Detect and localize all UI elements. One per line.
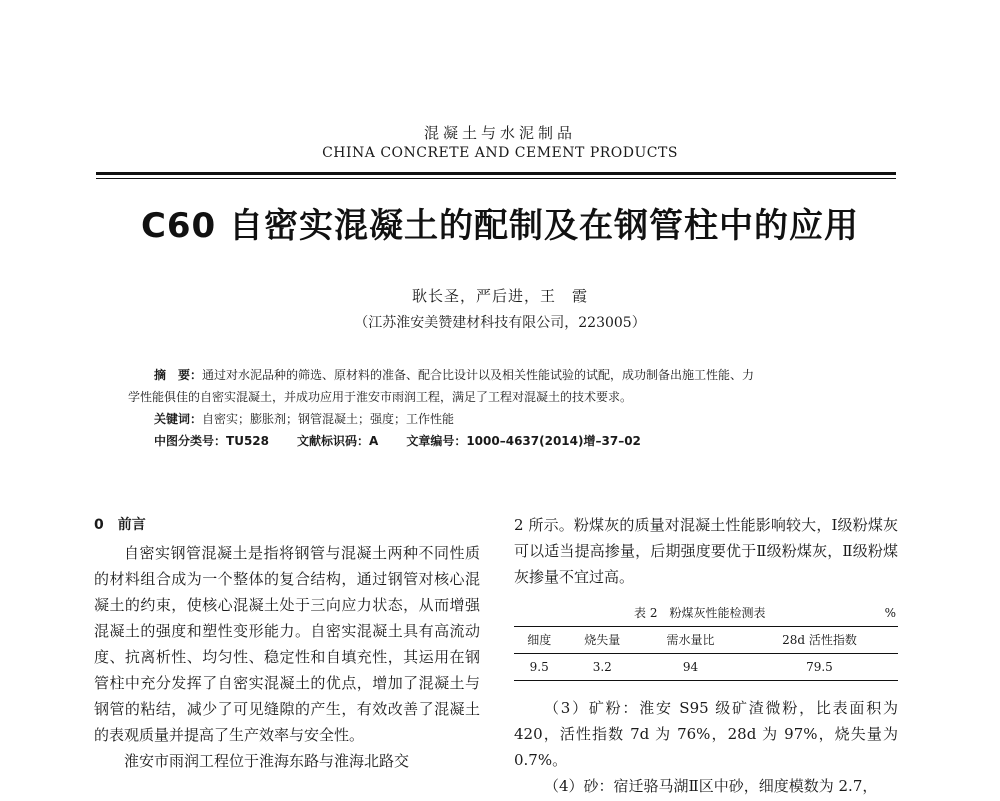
slag-paragraph: （3）矿粉：淮安 S95 级矿渣微粉，比表面积为 420，活性指数 7d 为 76%，28d 为 97%，烧失量为 0.7%。 bbox=[514, 699, 898, 769]
right-column bbox=[514, 512, 898, 799]
table-header-row bbox=[514, 627, 898, 654]
clc-value: TU528 bbox=[226, 434, 269, 448]
abstract-text-1: 通过对水泥品种的筛选、原材料的准备、配合比设计以及相关性能试验的试配，成功制备出施工性能、力 bbox=[202, 368, 755, 382]
flyash-paragraph: 2 所示。粉煤灰的质量对混凝土性能影响较大，Ⅰ级粉煤灰可以适当提高掺量，后期强度要优于Ⅱ级粉煤灰，Ⅱ级粉煤灰掺量不宜过高。 bbox=[514, 516, 898, 586]
article-no-label: 文章编号： bbox=[406, 434, 467, 448]
table-cell: 94 bbox=[682, 660, 699, 674]
flyash-table bbox=[514, 626, 898, 681]
table-header-cell: 细度 bbox=[527, 633, 552, 647]
abstract-line-2: 学性能俱佳的自密实混凝土，并成功应用于淮安市雨润工程，满足了工程对混凝土的技术要求。 bbox=[128, 390, 633, 404]
keywords-text: 自密实；膨胀剂；钢管混凝土；强度；工作性能 bbox=[202, 412, 455, 426]
abstract-label: 摘 要： bbox=[154, 368, 203, 382]
table-header-cell: 需水量比 bbox=[666, 633, 715, 647]
affiliation: （江苏淮安美赞建材科技有限公司，223005） bbox=[354, 315, 646, 331]
table-header-cell: 28d 活性指数 bbox=[782, 633, 857, 647]
table-row bbox=[514, 654, 898, 681]
doc-code-value: A bbox=[369, 434, 379, 448]
section-heading-preface: 0 前言 bbox=[94, 517, 146, 533]
doc-code-label: 文献标识码： bbox=[297, 434, 370, 448]
keywords-row bbox=[128, 408, 868, 430]
author-list: 耿长圣，严后进，王 霞 bbox=[411, 287, 588, 305]
keywords-label: 关键词： bbox=[154, 412, 203, 426]
table-cell: 3.2 bbox=[592, 660, 612, 674]
clc-label: 中图分类号： bbox=[154, 434, 227, 448]
table-cell: 79.5 bbox=[806, 660, 833, 674]
header-rule-thin bbox=[96, 178, 896, 179]
sand-paragraph: （4）砂：宿迁骆马湖Ⅱ区中砂，细度模数为 2.7， bbox=[544, 777, 878, 795]
preface-paragraph: 自密实钢管混凝土是指将钢管与混凝土两种不同性质的材料组合成为一个整体的复合结构，通过钢管对核心混凝土的约束，使核心混凝土处于三向应力状态，从而增强混凝土的强度和塑性变形能力。自密实混凝土具有高流动度、抗离析性、均匀性、稳定性和自填充性，其运用在钢管柱中充分发挥了自密实混凝土的优点，增加了混凝土与钢管的粘结，减少了可见缝隙的产生，有效改善了混凝土的表观质量并提高了生产效率与安全性。 bbox=[94, 544, 480, 744]
journal-name-cn: 混凝土与水泥制品 bbox=[423, 124, 576, 142]
classification-row bbox=[128, 430, 868, 452]
paper-title: C60 自密实混凝土的配制及在钢管柱中的应用 bbox=[140, 206, 860, 246]
table-header-cell: 烧失量 bbox=[584, 633, 621, 647]
table-unit: % bbox=[884, 606, 896, 620]
abstract-block bbox=[128, 364, 868, 452]
left-column bbox=[94, 512, 480, 774]
header-rule-thick bbox=[96, 172, 896, 175]
article-no-value: 1000–4637(2014)增–37–02 bbox=[466, 434, 641, 448]
table-cell: 9.5 bbox=[529, 660, 549, 674]
abstract-line-1 bbox=[128, 364, 868, 386]
table-caption bbox=[514, 600, 898, 624]
table-title: 表 2 粉煤灰性能检测表 bbox=[634, 606, 766, 620]
preface-paragraph-2: 淮安市雨润工程位于淮海东路与淮海北路交 bbox=[124, 752, 410, 770]
journal-name-en: CHINA CONCRETE AND CEMENT PRODUCTS bbox=[322, 145, 678, 161]
